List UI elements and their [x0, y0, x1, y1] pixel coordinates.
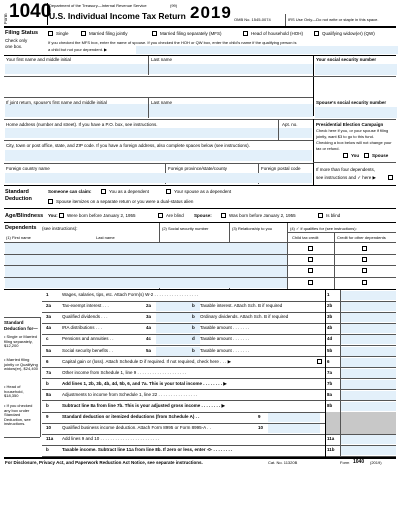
- sidebar-title1: Standard: [4, 320, 24, 325]
- age-you-label: You:: [48, 213, 58, 218]
- dependents-title: Dependents: [5, 225, 37, 231]
- campaign-spouse-label: Spouse: [372, 153, 389, 158]
- line-number: b: [46, 403, 49, 408]
- line-description: Wages, salaries, tips, etc. Attach Form(s) W-2 . . . . . . . . . . . . . . . . . .: [62, 292, 199, 297]
- first-name-label: Your first name and middle initial: [6, 57, 71, 62]
- spouse-born-label: Was born before January 2, 1955: [229, 213, 296, 218]
- spouse-dependent-checkbox[interactable]: [166, 189, 171, 194]
- right-line-description: Taxable interest. Attach Sch. B if required: [200, 303, 283, 309]
- spouse-ssn-field[interactable]: [315, 107, 397, 118]
- dep3-ctc-checkbox[interactable]: [308, 268, 313, 273]
- dep4-odc-checkbox[interactable]: [362, 280, 367, 285]
- std-deduction-title2: Deduction: [5, 196, 32, 202]
- footer-form-word: Form: [340, 460, 350, 465]
- amount-field[interactable]: [341, 347, 396, 356]
- filing-note-line2: a child but not your dependent. ▶: [48, 47, 108, 52]
- campaign-line3: Checking a box below will not change your: [316, 140, 392, 145]
- you-blind-label: Are blind: [166, 213, 184, 218]
- line-number: 9: [46, 414, 49, 420]
- spouse-dependent-label: Your spouse as a dependent: [174, 189, 232, 194]
- amount-field[interactable]: [341, 335, 396, 344]
- dep-col-ctc: Child tax credit: [292, 235, 319, 240]
- form-code: (99): [170, 3, 178, 8]
- amount-box-label: 7b: [327, 380, 333, 386]
- footer-disclosure: For Disclosure, Privacy Act, and Paperwork Reduction Act Notice, see separate instructions.: [5, 460, 203, 465]
- dep4-ctc-checkbox[interactable]: [308, 280, 313, 285]
- dependents-more-checkbox[interactable]: [388, 175, 393, 180]
- amount-box-label: 1: [327, 292, 330, 297]
- line-number: 8a: [46, 391, 52, 397]
- dep1-ctc-checkbox[interactable]: [308, 246, 313, 251]
- amount-box-label: 3b: [327, 314, 333, 320]
- amount-box-label: 8a: [327, 391, 333, 397]
- amount-box-label: 4d: [327, 336, 333, 342]
- line-number: 5a: [46, 347, 52, 353]
- line-description: Qualified dividends . . .: [62, 314, 108, 320]
- dependents-more-line2: see instructions and ✓ here ▶: [316, 175, 377, 180]
- mfs-label: Married filing separately (MFS): [160, 31, 222, 36]
- amount-field[interactable]: [341, 313, 396, 322]
- mid-box-label: 4a: [146, 325, 152, 331]
- capital-gain-checkbox[interactable]: [317, 359, 322, 364]
- mfj-checkbox[interactable]: [81, 31, 86, 36]
- tax-year: 2019: [190, 3, 232, 22]
- line-description: Add lines 9 and 10 . . . . . . . . . . . . . . . . . . . . . . . .: [62, 436, 160, 442]
- amount-box-label: 6: [327, 358, 330, 364]
- someone-can-claim: Someone can claim:: [48, 189, 92, 194]
- shaded-box: [326, 412, 396, 423]
- ssn-field[interactable]: [315, 64, 397, 75]
- dep3-odc-checkbox[interactable]: [362, 268, 367, 273]
- right-line-number: b: [192, 325, 195, 331]
- line-number: b: [46, 380, 49, 386]
- qw-checkbox[interactable]: [314, 31, 319, 36]
- right-line-description: Taxable amount . . . . . . .: [200, 325, 250, 331]
- line-number: 2a: [46, 303, 52, 309]
- campaign-spouse-checkbox[interactable]: [364, 153, 369, 158]
- dep-col-last: Last name: [96, 235, 115, 240]
- sidebar-title2: Deduction for—: [4, 326, 38, 331]
- ssn-label: Your social security number: [316, 57, 377, 62]
- omb-number: OMB No. 1545-0074: [234, 17, 271, 22]
- last-name-label: Last name: [151, 57, 173, 62]
- spouse-born-checkbox[interactable]: [221, 213, 226, 218]
- you-dependent-checkbox[interactable]: [101, 189, 106, 194]
- hoh-checkbox[interactable]: [243, 31, 248, 36]
- right-line-description: Taxable amount . . . . . . .: [200, 336, 250, 342]
- dep-col-odc: Credit for other dependents: [337, 235, 386, 240]
- home-address-field[interactable]: [5, 128, 278, 138]
- mfs-checkbox[interactable]: [152, 31, 157, 36]
- you-dependent-label: You as a dependent: [109, 189, 149, 194]
- amount-field[interactable]: [341, 324, 396, 333]
- dep1-odc-checkbox[interactable]: [362, 246, 367, 251]
- spouse-first-label: If joint return, spouse's first name and middle initial: [6, 100, 107, 105]
- form-word: Form: [3, 13, 8, 24]
- campaign-you-label: You: [351, 153, 360, 158]
- campaign-line4: tax or refund.: [316, 146, 340, 151]
- foreign-country-label: Foreign country name: [6, 166, 50, 171]
- dept-label: Department of the Treasury—Internal Revenue Service: [49, 3, 147, 8]
- irs-use-only: IRS Use Only—Do not write or staple in this space.: [288, 17, 379, 22]
- campaign-title: Presidential Election Campaign: [316, 122, 384, 127]
- dependents-see: (see instructions):: [42, 226, 78, 231]
- amount-field[interactable]: [341, 291, 396, 300]
- mid-box-label: 2a: [146, 303, 152, 309]
- mid-box-label: 3a: [146, 314, 152, 320]
- you-born-checkbox[interactable]: [59, 213, 64, 218]
- shaded-box: [326, 423, 396, 434]
- line-description: Other income from Schedule 1, line 9 . . . . . . . . . . . . . . . . . . . .: [62, 369, 187, 375]
- single-checkbox[interactable]: [48, 31, 53, 36]
- right-line-number: b: [192, 303, 195, 309]
- city-field[interactable]: [5, 150, 312, 161]
- mid-box-label: 4c: [146, 336, 152, 342]
- filing-status-sub2: one box.: [5, 44, 23, 49]
- you-blind-checkbox[interactable]: [158, 213, 163, 218]
- right-line-description: Taxable amount . . . . . . .: [200, 347, 250, 353]
- line-description: Taxable income. Subtract line 11a from line 8b. If zero or less, enter -0- . . . . . . . .: [62, 447, 233, 453]
- line-number: 1: [46, 292, 49, 297]
- line-description: IRA distributions . . .: [62, 325, 103, 331]
- mfj-label: Married filing jointly: [89, 31, 128, 36]
- foreign-province-label: Foreign province/state/county: [168, 166, 228, 171]
- age-blindness-title: Age/Blindness: [5, 213, 44, 219]
- line-number: b: [46, 447, 49, 453]
- spouse-blind-checkbox[interactable]: [318, 213, 323, 218]
- dep-col-qual: (4) ✓ if qualifies for (see instructions):: [290, 226, 357, 231]
- amount-field[interactable]: [341, 369, 396, 378]
- footer-form-num: 1040: [353, 459, 365, 465]
- mid-amount-field[interactable]: [268, 413, 320, 422]
- amount-box-label: 4b: [327, 325, 333, 331]
- dep2-odc-checkbox[interactable]: [362, 257, 367, 262]
- line-number: 11a: [46, 436, 54, 442]
- sidebar-item-single: • Single or Married filing separately, $12,200: [4, 334, 37, 349]
- you-born-label: Were born before January 2, 1955: [67, 213, 136, 218]
- amount-box-label: 5b: [327, 347, 333, 353]
- sidebar-item-mfj: • Married filing jointly or Qualifying widow(er), $24,400: [4, 357, 39, 372]
- qualifying-person-field[interactable]: [136, 46, 398, 54]
- form-title: U.S. Individual Income Tax Return: [49, 11, 186, 21]
- first-name-field[interactable]: [5, 64, 313, 74]
- footer-year: (2019): [370, 460, 382, 465]
- right-line-description: Ordinary dividends. Attach Sch. B if required: [200, 314, 289, 320]
- mid-box-label: 9: [258, 414, 261, 420]
- amount-field[interactable]: [341, 391, 396, 400]
- amount-field[interactable]: [341, 435, 396, 444]
- amount-box-label: 11a: [327, 436, 335, 442]
- campaign-you-checkbox[interactable]: [343, 153, 348, 158]
- single-label: Single: [56, 31, 69, 36]
- amount-field[interactable]: [341, 402, 396, 411]
- dep-col-rel: (3) Relationship to you: [232, 226, 273, 231]
- campaign-line1: Check here if you, or your spouse if filing: [316, 128, 389, 133]
- line-description: Standard deduction or itemized deductions (from Schedule A) . .: [62, 414, 200, 420]
- apt-field[interactable]: [279, 128, 312, 138]
- spouse-itemizes-label: Spouse itemizes on a separate return or you were a dual-status alien: [56, 199, 194, 204]
- age-spouse-label: Spouse:: [194, 213, 212, 218]
- line-description: Subtract line 8a from line 7b. This is your adjusted gross income . . . . . . . . ▶: [62, 403, 225, 408]
- amount-field[interactable]: [341, 380, 396, 389]
- home-address-label: Home address (number and street). If you have a P.O. box, see instructions.: [6, 122, 158, 127]
- std-deduction-title1: Standard: [5, 189, 29, 195]
- dep2-ctc-checkbox[interactable]: [308, 257, 313, 262]
- spouse-blind-label: Is blind: [326, 213, 341, 218]
- amount-field[interactable]: [341, 446, 396, 455]
- foreign-postal-label: Foreign postal code: [261, 166, 301, 171]
- line-description: Pensions and annuities . .: [62, 336, 114, 342]
- filing-status-sub1: Check only: [5, 38, 28, 43]
- spouse-name-field-bg: [5, 104, 313, 117]
- footer-cat: Cat. No. 11320B: [268, 460, 298, 465]
- hoh-label: Head of household (HOH): [251, 31, 304, 36]
- line-number: 7a: [46, 369, 52, 375]
- mid-box-label: 10: [258, 425, 264, 431]
- form-number: 1040: [9, 1, 52, 22]
- spouse-itemizes-checkbox[interactable]: [48, 199, 53, 204]
- amount-box-label: 2b: [327, 303, 333, 309]
- dep-col-ssn: (2) Social security number: [162, 226, 209, 231]
- right-line-number: b: [192, 314, 195, 320]
- city-label: City, town or post office, state, and ZIP code. If you have a foreign address, also complete spaces below (see instructions).: [6, 143, 250, 148]
- line-number: c: [46, 336, 49, 342]
- line-description: Social security benefits . .: [62, 347, 114, 353]
- line-number: 4a: [46, 325, 52, 331]
- filing-note-line1: If you checked the MFS box, enter the name of spouse. If you checked the HOH or QW box, enter the child's name if the qualifying person is: [48, 40, 297, 45]
- line-number: 10: [46, 425, 52, 431]
- line-description: Qualified business income deduction. Attach Form 8995 or Form 8995-A . .: [62, 425, 211, 431]
- spouse-ssn-label: Spouse's social security number: [316, 100, 387, 105]
- sidebar-item-checked: • If you checked any box under Standard Deduction, see instructions.: [4, 403, 33, 427]
- line-number: 3a: [46, 314, 52, 320]
- amount-box-label: 7a: [327, 369, 333, 375]
- amount-field[interactable]: [341, 302, 396, 311]
- sidebar-item-hoh: • Head of household, $18,350: [4, 384, 24, 399]
- foreign-address-field[interactable]: [5, 173, 312, 183]
- apt-label: Apt. no.: [282, 122, 298, 127]
- line-description: Capital gain or (loss). Attach Schedule D if required. If not required, check here . . . ▶: [62, 358, 232, 364]
- campaign-line2: jointly, want $3 to go to this fund.: [316, 134, 374, 139]
- qw-label: Qualifying widow(er) (QW): [322, 31, 375, 36]
- line-description: Tax-exempt interest . . .: [62, 303, 109, 309]
- spouse-last-label: Last name: [151, 100, 173, 105]
- amount-field[interactable]: [341, 358, 396, 367]
- right-line-number: b: [192, 347, 195, 353]
- line-description: Add lines 1, 2b, 3b, 4b, 4d, 5b, 6, and 7a. This is your total income . . . . . . . . ▶: [62, 380, 227, 386]
- right-line-number: d: [192, 336, 195, 342]
- amount-box-label: 11b: [327, 447, 335, 453]
- dep-col-first: (1) First name: [6, 235, 31, 240]
- line-number: 6: [46, 358, 49, 364]
- mid-amount-field[interactable]: [268, 424, 320, 433]
- filing-status-title: Filing Status: [5, 30, 38, 36]
- amount-box-label: 8b: [327, 403, 333, 408]
- line-description: Adjustments to income from Schedule 1, line 22 . . . . . . . . . . . . . . . .: [62, 391, 198, 397]
- mid-box-label: 5a: [146, 347, 152, 353]
- dependents-more-line1: If more than four dependents,: [316, 167, 376, 172]
